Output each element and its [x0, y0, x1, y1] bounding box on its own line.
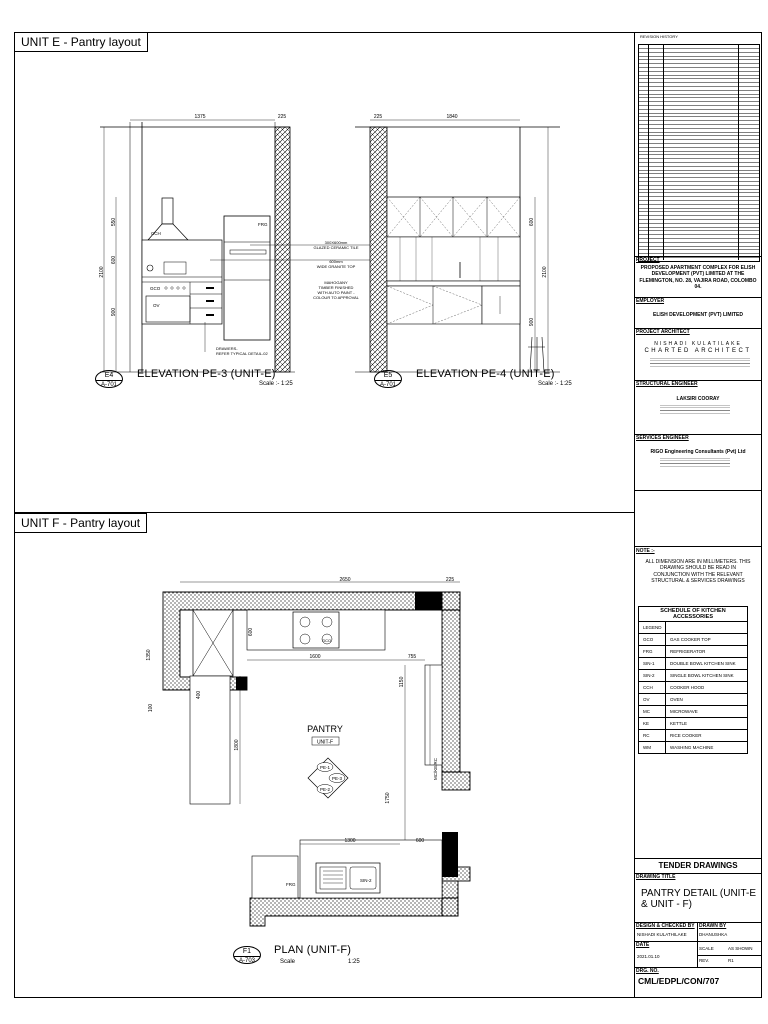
- dim-600b-f: 600: [415, 838, 425, 844]
- note-label: NOTE :-: [636, 548, 655, 554]
- dim-1800: 1800: [234, 739, 240, 751]
- dim-1375: 1375: [194, 114, 206, 120]
- unit-e-title: UNIT E - Pantry layout: [14, 32, 148, 52]
- tender-label: TENDER DRAWINGS: [658, 861, 738, 870]
- dim-225a: 225: [277, 114, 287, 120]
- dim-2100: 2100: [99, 266, 105, 278]
- schedule-row: RC RICE COOKER: [639, 730, 747, 742]
- elevation-pe4: [355, 114, 560, 372]
- elevation-title-pe4: ELEVATION PE-4 (UNIT-E): [416, 368, 555, 380]
- schedule-row: CCH COOKER HOOD: [639, 682, 747, 694]
- elevation-scale-pe4: Scale :- 1:25: [538, 381, 572, 387]
- dim-900a: 900: [111, 307, 117, 317]
- services-address: [660, 456, 730, 468]
- architect-role: CHARTED ARCHITECT: [644, 348, 752, 354]
- note-granite: 600mm WIDE GRANITE TOP: [316, 259, 356, 269]
- plan-title: PLAN (UNIT-F): [274, 944, 352, 956]
- dim-1300: 1300: [344, 838, 356, 844]
- note-tile: 300X600mm GLAZED CERAMIC TILE: [313, 240, 359, 250]
- schedule-row: OV OVEN: [639, 694, 747, 706]
- elevation-scale-pe3: Scale :- 1:25: [259, 381, 293, 387]
- dim-600b: 600: [529, 217, 535, 227]
- rev-col-2: [663, 44, 664, 260]
- drawn-label: DRAWN BY: [699, 923, 727, 929]
- schedule-row: SIN-1 DOUBLE BOWL KITCHEN SINK: [639, 658, 747, 670]
- plan-scale-label: Scale: [280, 959, 296, 965]
- schedule-row: KE KETTLE: [639, 718, 747, 730]
- tb-divider: [634, 941, 762, 942]
- tb-divider: [634, 490, 762, 491]
- structural-address: [660, 403, 730, 415]
- dim-1600: 1600: [309, 654, 321, 660]
- dim-900b: 900: [529, 317, 535, 327]
- drawing-title-label: DRAWING TITLE: [636, 874, 676, 880]
- services-name: RIGO Engineering Consultants (Pvt) Ltd: [650, 449, 746, 455]
- label-gco-f: GCO: [322, 638, 332, 643]
- dim-1350: 1350: [146, 649, 152, 661]
- room-sub-unit-f: UNIT-F: [316, 739, 334, 746]
- elevation-title-pe3: ELEVATION PE-3 (UNIT-E): [137, 368, 276, 380]
- drawing-title: PANTRY DETAIL (UNIT-E & UNIT - F): [641, 888, 757, 910]
- dim-2650: 2650: [339, 577, 351, 583]
- label-sin2: SIN-2: [360, 878, 372, 883]
- rev-value: R1: [728, 958, 734, 963]
- architect-name: NISHADI KULATILAKE: [654, 341, 742, 347]
- tb-divider: [634, 546, 762, 547]
- scale-label: SCALE: [699, 946, 714, 951]
- schedule-row: SIN-2 SINGLE BOWL KITCHEN SINK: [639, 670, 747, 682]
- label-mc-ke-rc: MC/KE/RC: [433, 757, 438, 780]
- rev-label: REV.: [699, 958, 710, 963]
- tb-divider: [697, 955, 762, 956]
- revision-table: [638, 44, 760, 262]
- elevation-tag-e5: E5 A-701: [374, 370, 402, 388]
- dim-100: 100: [148, 703, 154, 713]
- note-timber: MAHOGANY TIMBER FINISHED WITH AUTO PAINT -COLOUR TO APPROVAL: [313, 280, 359, 300]
- architect-address: [650, 356, 750, 368]
- architect-label: PROJECT ARCHITECT: [636, 329, 690, 335]
- dim-550: 550: [111, 217, 117, 227]
- dim-1150: 1150: [399, 676, 405, 688]
- schedule-title: SCHEDULE OF KITCHEN ACCESSORIES: [639, 607, 747, 622]
- unit-f-title: UNIT F - Pantry layout: [14, 513, 147, 533]
- dim-1840: 1840: [446, 114, 458, 120]
- rev-col-3: [738, 44, 739, 260]
- schedule-table: [638, 606, 748, 754]
- label-gco-e: GCO: [150, 286, 161, 291]
- unit-f-plan: [0, 540, 634, 990]
- label-frg-e: FRG: [258, 222, 268, 227]
- structural-name: LAKSIRI COORAY: [676, 396, 720, 402]
- tb-col-divider: [697, 922, 698, 968]
- dim-225-f: 225: [445, 577, 455, 583]
- schedule-row: WM WASHING MACHINE: [639, 742, 747, 753]
- dwg-no-label: DRG. NO.: [636, 968, 659, 974]
- design-label: DESIGN & CHECKED BY: [636, 923, 695, 929]
- project-label: PROJECT: [636, 257, 660, 263]
- pe-tag-3: PE-3: [331, 776, 343, 781]
- elevation-tag-e4: E4 A-701: [95, 370, 123, 388]
- services-label: SERVICES ENGINEER: [636, 435, 689, 441]
- drawn-value: DHANUSHKA: [699, 932, 728, 937]
- date-value: 2021.01.10: [637, 954, 660, 959]
- pe-tag-1: PE-1: [319, 765, 331, 770]
- elevation-pe3: [99, 114, 370, 372]
- drawing-number: CML/EDPL/CON/707: [638, 976, 720, 986]
- dim-600a: 600: [111, 255, 117, 265]
- dim-400: 400: [196, 690, 202, 700]
- design-value: NISHADI KULATHILAKE: [637, 932, 687, 937]
- pe-tag-2: PE-2: [319, 787, 331, 792]
- label-frg-f: FRG: [286, 882, 296, 887]
- note-text: ALL DIMENSION ARE IN MILLIMETERS. THIS DRAWING SHOULD BE READ IN CONJUNCTION WITH THE RELEVANT STRUCTURAL & SERVICES DRAWINGS: [645, 559, 751, 584]
- employer-text: ELISH DEVELOPMENT (PVT) LIMITED: [652, 312, 743, 318]
- structural-label: STRUCTURAL ENGINEER: [636, 381, 698, 387]
- schedule-row: MC MICROWAVE: [639, 706, 747, 718]
- plan-tag-f1: F1 A-703: [233, 946, 261, 964]
- plan-scale-value: 1:25: [348, 959, 360, 965]
- label-ov: OV: [153, 303, 160, 308]
- scale-value: AS SHOWN: [728, 946, 753, 951]
- dim-755: 755: [407, 654, 417, 660]
- schedule-row: GCO GAS COOKER TOP: [639, 634, 747, 646]
- dim-1750: 1750: [385, 792, 391, 804]
- revision-history-label: REVISION HISTORY: [640, 34, 678, 39]
- note-drawers: DRAWERS-REFER TYPICAL DETAIL-02: [216, 346, 268, 356]
- dim-2100b: 2100: [542, 266, 548, 278]
- date-label: DATE: [636, 942, 650, 948]
- unit-e-elevations: [0, 32, 634, 512]
- dim-600a-f: 600: [248, 627, 254, 637]
- rev-col-1: [648, 44, 649, 260]
- tb-divider: [634, 858, 762, 859]
- schedule-row: FRG REFRIGERATOR: [639, 646, 747, 658]
- project-text: PROPOSED APARTMENT COMPLEX FOR ELISH DEVELOPMENT (PVT) LIMITED AT THE FLEMINGTON, NO. 28, VAJIRA ROAD, COLOMBO 04.: [639, 265, 757, 290]
- room-label-pantry: PANTRY: [307, 724, 343, 734]
- label-cch: CCH: [151, 231, 161, 236]
- schedule-legend-row: LEGEND: [639, 622, 747, 634]
- dim-225b: 225: [373, 114, 383, 120]
- employer-label: EMPLOYER: [636, 298, 665, 304]
